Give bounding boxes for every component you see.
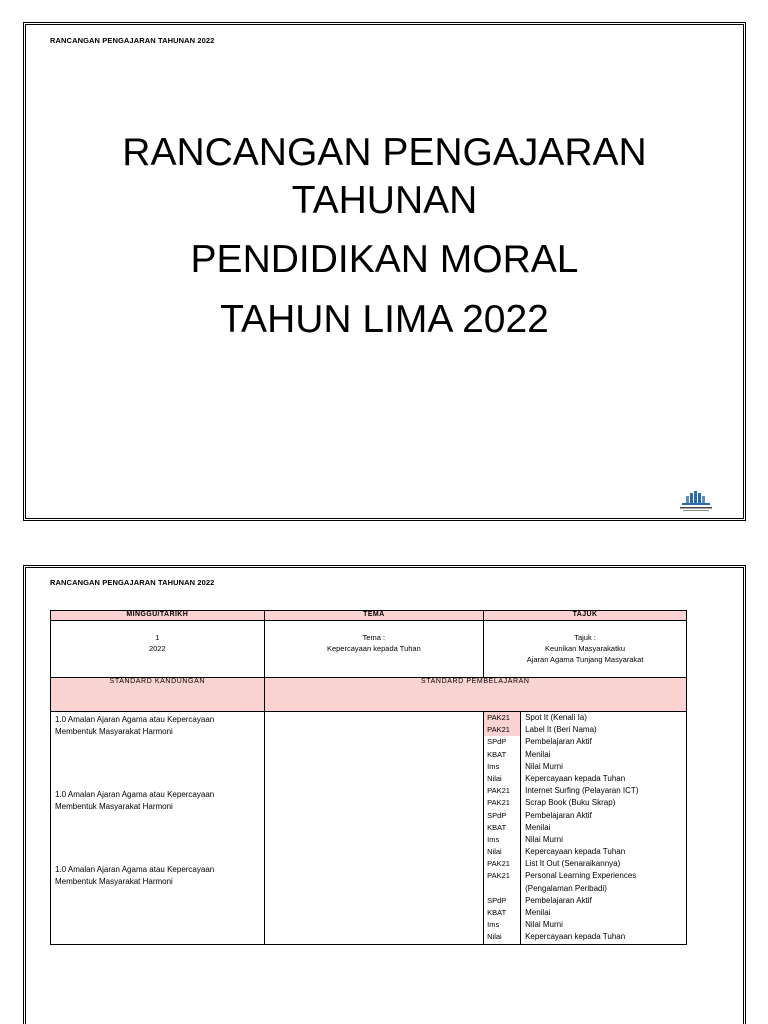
sp-code: PAK21 [484,712,520,724]
sp-code-column [484,712,521,945]
running-header: RANCANGAN PENGAJARAN TAHUNAN 2022 [50,36,215,45]
sp-item: Menilai [525,908,551,917]
sp-code: PAK21 [487,786,510,796]
minggu-number: 1 [155,633,160,642]
sp-code [484,883,520,895]
title-line-1: RANCANGAN PENGAJARAN [122,131,647,174]
header-standard-pembelajaran: STANDARD PEMBELAJARAN [264,678,686,712]
sp-code: PAK21 [487,798,510,808]
sp-code: Nilai [487,773,502,783]
sk-item: 1.0 Amalan Ajaran Agama atau Kepercayaan Membentuk Masyarakat Harmoni [55,790,215,811]
tema-label: Tema : [362,633,386,642]
sp-item: Pembelajaran Aktif [525,895,592,905]
sp-item: Pembelajaran Aktif [525,737,592,747]
empty-sp-cell [264,712,484,945]
sp-item: Label It (Beri Nama) [525,725,597,735]
sp-code: KBAT [487,749,507,759]
running-header: RANCANGAN PENGAJARAN TAHUNAN 2022 [50,578,215,587]
title-line-4: TAHUN LIMA 2022 [220,297,549,341]
tajuk-value-2: Ajaran Agama Tunjang Masyarakat [526,655,644,664]
sp-item: Nilai Murni [525,834,563,844]
sp-item: Scrap Book (Buku Skrap) [525,798,616,808]
sk-item: 1.0 Amalan Ajaran Agama atau Kepercayaan Membentuk Masyarakat Harmoni [55,865,215,886]
sp-item: Menilai [525,749,551,759]
header-minggu: MINGGU/TARIKH [51,611,265,621]
sp-code: Nilai [487,932,502,942]
cover-page [23,22,746,521]
title-line-2: TAHUNAN [291,178,478,222]
sp-item: Spot It (Kenali Ia) [525,713,587,722]
ministry-logo-icon [676,490,716,514]
rpt-table-page [23,565,746,1024]
header-tajuk: TAJUK [484,611,687,621]
title-line-3: PENDIDIKAN MORAL [190,238,579,282]
tajuk-label: Tajuk : [574,633,596,642]
tajuk-value-1: Keunikan Masyarakatku [545,644,626,653]
sp-item: List It Out (Senaraikannya) [525,859,621,869]
sp-code: KBAT [487,908,507,917]
sp-item: Kepercayaan kepada Tuhan [525,847,626,857]
sp-item: Nilai Murni [525,920,563,930]
sk-item: 1.0 Amalan Ajaran Agama atau Kepercayaan Membentuk Masyarakat Harmoni [55,715,215,736]
sp-item: Pembelajaran Aktif [525,810,592,820]
standard-kandungan-cell [51,712,265,945]
tajuk-cell [484,621,687,678]
sp-item: Internet Surfing (Pelayaran ICT) [525,786,639,796]
sp-code: SPdP [487,895,507,905]
sp-code: SPdP [487,810,507,820]
sp-code: Nilai [487,847,502,857]
sp-code: Ims [487,920,500,930]
tema-value: Kepercayaan kepada Tuhan [326,644,421,653]
document-title [26,129,743,343]
sp-item: Kepercayaan kepada Tuhan [525,932,626,942]
sp-item: Personal Learning Experiences [525,871,637,881]
header-standard-kandungan: STANDARD KANDUNGAN [51,678,265,712]
minggu-year: 2022 [148,644,166,653]
sp-item: (Pengalaman Peribadi) [525,883,607,893]
sp-item-column [521,712,687,945]
sp-code: KBAT [487,822,507,832]
sp-code: PAK21 [487,859,510,869]
header-tema: TEMA [264,611,484,621]
sp-code: PAK21 [487,871,510,881]
tema-cell [264,621,484,678]
lesson-plan-table [50,610,687,945]
sp-item: Menilai [525,822,551,832]
minggu-cell [51,621,265,678]
sp-code: Ims [487,761,500,771]
sp-code: Ims [487,834,500,844]
sp-code: PAK21 [484,724,520,736]
sp-item: Nilai Murni [525,761,563,771]
sp-item: Kepercayaan kepada Tuhan [525,773,626,783]
sp-code: SPdP [487,737,507,747]
